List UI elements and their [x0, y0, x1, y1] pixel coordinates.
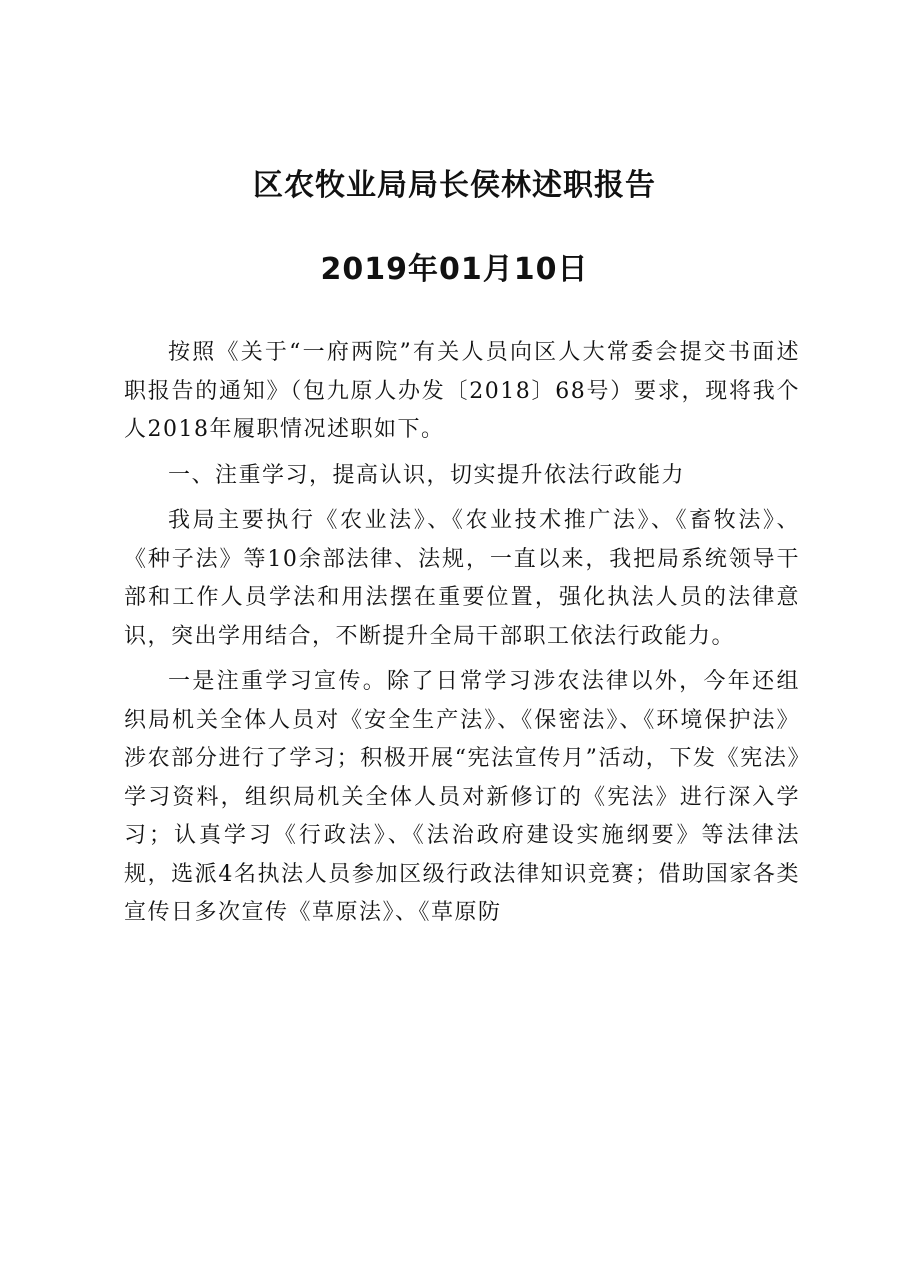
document-title: 区农牧业局局长侯林述职报告: [253, 168, 656, 203]
paragraph-study: 一是注重学习宣传。除了日常学习涉农法律以外，今年还组织局机关全体人员对《安全生产法》、《保密法》、《环境保护法》涉农部分进行了学习；积极开展“宪法宣传月”活动，下发《宪法》学习资料，组织局机关全体人员对新修订的《宪法》进行深入学习；认真学习《行政法》、《法治政府建设实施纲要》等法律法规，选派4名执法人员参加区级行政法律知识竞赛；借助国家各类宣传日多次宣传《草原法》、《草原防: [124, 669, 800, 925]
document-body: [124, 334, 800, 933]
section-heading: 一、注重学习，提高认识，切实提升依法行政能力: [168, 462, 686, 488]
paragraph-laws: 我局主要执行《农业法》、《农业技术推广法》、《畜牧法》、《种子法》等10余部法律、法规，一直以来，我把局系统领导干部和工作人员学法和用法摆在重要位置，强化执法人员的法律意识，突出学用结合，不断提升全局干部职工依法行政能力。: [124, 508, 800, 649]
paragraph-intro: 按照《关于“一府两院”有关人员向区人大常委会提交书面述职报告的通知》（包九原人办发〔2018〕68号）要求，现将我个人2018年履职情况述职如下。: [124, 340, 800, 442]
document-date: 2019年01月10日: [320, 252, 589, 287]
